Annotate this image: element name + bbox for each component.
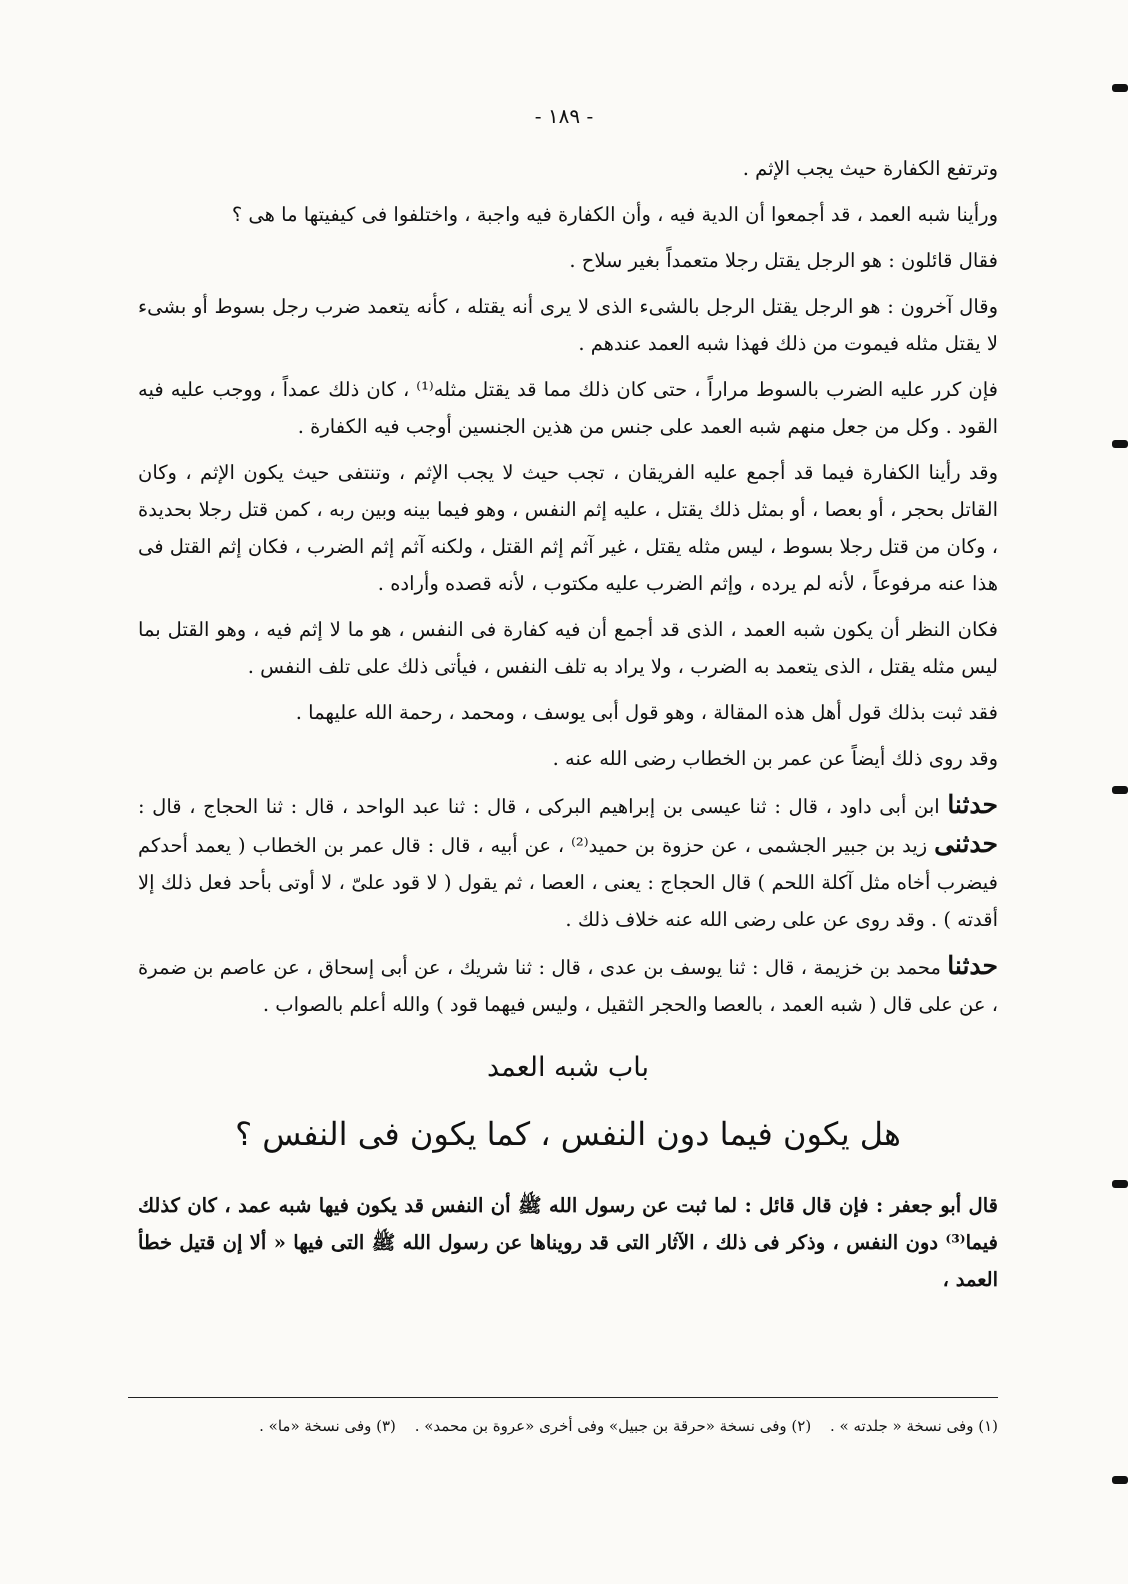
hadith-paragraph — [138, 947, 998, 1023]
paragraph: وقال آخرون : هو الرجل يقتل الرجل بالشىء الذى لا يرى أنه يقتله ، كأنه يتعمد ضرب رجل بسوط أو بشىء لا يقتل مثله فيموت من ذلك فهذا شبه العمد عندهم . — [138, 295, 998, 355]
paragraph: وقد رأينا الكفارة فيما قد أجمع عليه الفريقان ، تجب حيث لا يجب الإثم ، وتنتفى حيث يكون الإثم ، وكان القاتل بحجر ، أو بعصا ، أو بمثل ذلك يقتل ، عليه إثم النفس ، وهو فيما بينه وبين ربه ، كمن قتل رجلا بحديدة ، وكان من قتل رجلا بسوط ، ليس مثله يقتل ، غير آثم إثم القتل ، ولكنه آثم إثم الضرب ، فكان إثم القتل فى هذا عنه مرفوعاً ، لأنه لم يرده ، وإثم الضرب عليه مكتوب ، لأنه قصده وأراده . — [138, 461, 998, 595]
scan-margin-mark — [1112, 440, 1128, 448]
page-number: - ١٨٩ - — [534, 104, 594, 128]
paragraph: فإن كرر عليه الضرب بالسوط مراراً ، حتى كان ذلك مما قد يقتل مثله⁽¹⁾ ، كان ذلك عمداً ، ووجب عليه فيه القود . وكل من جعل منهم شبه العمد على جنس من هذين الجنسين أوجب فيه الكفارة . — [138, 378, 998, 438]
footnote: (١) وفى نسخة « جلدته » . — [829, 1417, 998, 1435]
main-text — [138, 150, 998, 1307]
paragraph: ورأينا شبه العمد ، قد أجمعوا أن الدية فيه ، وأن الكفارة فيه واجبة ، واختلفوا فى كيفيتها ما هى ؟ — [231, 203, 998, 226]
section-subheading: هل يكون فيما دون النفس ، كما يكون فى النفس ؟ — [235, 1115, 901, 1153]
footnote-rule — [128, 1397, 998, 1398]
hadith-keyword: حدثنا — [947, 951, 998, 980]
closing-paragraph: قال أبو جعفر : فإن قال قائل : لما ثبت عن رسول الله ﷺ أن النفس قد يكون فيها شبه عمد ، كان كذلك فيما⁽³⁾ دون النفس ، وذكر فى ذلك ، الآثار التى قد رويناها عن رسول الله ﷺ التى فيها « ألا إن قتيل خطأ العمد ، — [138, 1194, 998, 1291]
footnote: (٣) وفى نسخة «ما» . — [259, 1417, 396, 1435]
paragraph: فقد ثبت بذلك قول أهل هذه المقالة ، وهو قول أبى يوسف ، ومحمد ، رحمة الله عليهما . — [295, 701, 998, 724]
scan-margin-mark — [1112, 84, 1128, 92]
hadith-paragraph — [138, 786, 998, 938]
section-heading: باب شبه العمد — [486, 1052, 650, 1083]
footnotes — [138, 1417, 998, 1435]
footnote: (٢) وفى نسخة «حرقة بن جبيل» وفى أخرى «عروة بن محمد» . — [414, 1417, 812, 1435]
paragraph: وترتفع الكفارة حيث يجب الإثم . — [742, 157, 998, 180]
paragraph: فكان النظر أن يكون شبه العمد ، الذى قد أجمع أن فيه كفارة فى النفس ، هو ما لا إثم فيه ، وهو القتل بما ليس مثله يقتل ، الذى يتعمد به الضرب ، ولا يراد به تلف النفس ، فيأتى ذلك على تلف النفس . — [138, 618, 998, 678]
scan-margin-mark — [1112, 786, 1128, 794]
hadith-text: محمد بن خزيمة ، قال : ثنا يوسف بن عدى ، قال : ثنا شريك ، عن أبى إسحاق ، عن عاصم بن ضمرة ، عن على قال ( شبه العمد ، بالعصا والحجر الثقيل ، وليس فيهما قود ) والله أعلم بالصواب . — [138, 956, 998, 1016]
paragraph: فقال قائلون : هو الرجل يقتل رجلا متعمداً بغير سلاح . — [569, 249, 998, 272]
scan-margin-mark — [1112, 1180, 1128, 1188]
hadith-keyword: حدثنى — [934, 829, 999, 858]
scan-margin-mark — [1112, 1476, 1128, 1484]
hadith-text: ابن أبى داود ، قال : ثنا عيسى بن إبراهيم البركى ، قال : ثنا عبد الواحد ، قال : ثنا الحجاج ، قال : — [138, 795, 940, 818]
hadith-keyword: حدثنا — [947, 790, 999, 819]
paragraph: وقد روى ذلك أيضاً عن عمر بن الخطاب رضى الله عنه . — [552, 747, 998, 770]
hadith-text: زيد بن جبير الجشمى ، عن حزوة بن حميد⁽²⁾ ، عن أبيه ، قال : قال عمر بن الخطاب ( يعمد أحدكم فيضرب أخاه مثل آكلة اللحم ) قال الحجاج : يعنى ، العصا ، ثم يقول ( لا قود علىّ ، لا أوتى بأحد فعل ذلك إلا أقدته ) . وقد روى عن على رضى الله عنه خلاف ذلك . — [138, 834, 998, 931]
